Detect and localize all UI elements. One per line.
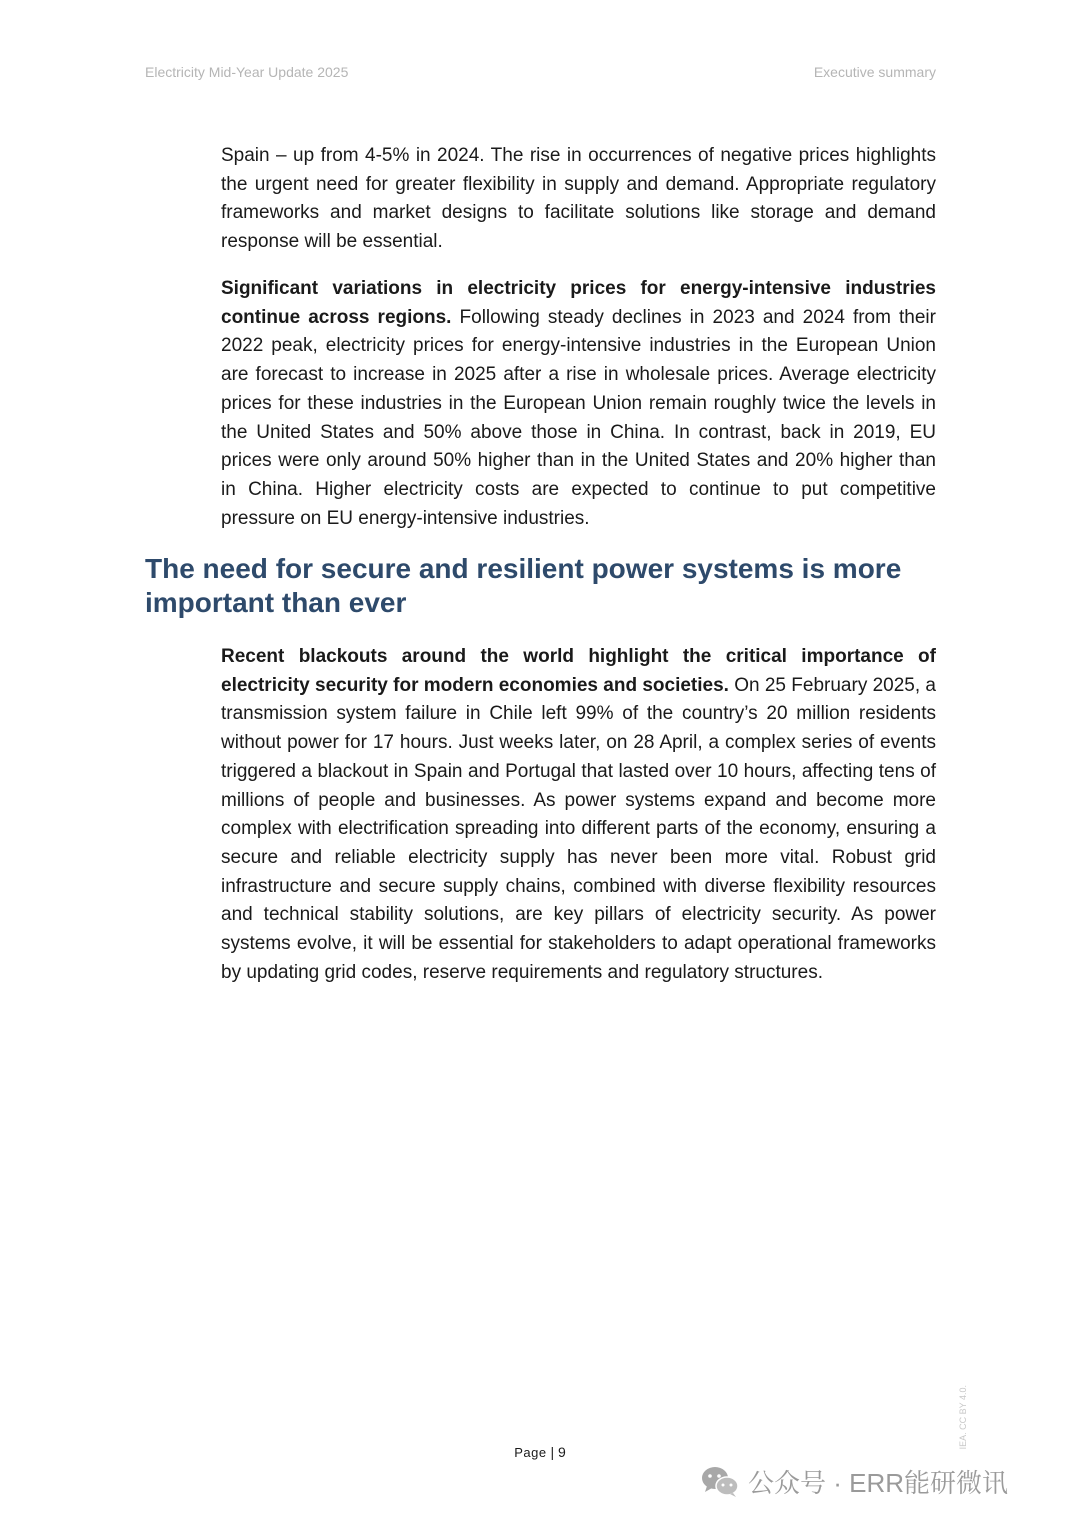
page-label: Page bbox=[514, 1445, 547, 1460]
page-number: 9 bbox=[558, 1444, 566, 1460]
running-header-section: Executive summary bbox=[813, 64, 936, 80]
paragraph-body: Spain – up from 4-5% in 2024. The rise in occurrences of negative prices highlights the urgent need for greater flexibility in supply and demand. Appropriate regulatory frameworks and market designs to facilitate solutions like storage and demand response will be essential. bbox=[221, 145, 936, 253]
wechat-icon bbox=[700, 1465, 740, 1499]
license-note: IEA. CC BY 4.0. bbox=[958, 1385, 968, 1450]
paragraph-negative-prices bbox=[221, 142, 936, 257]
paragraph-blackouts bbox=[221, 643, 936, 987]
watermark-text: 公众号 · ERR能研微讯 bbox=[748, 1468, 1009, 1498]
section-heading: The need for secure and resilient power systems is more important than ever bbox=[145, 553, 902, 618]
paragraph-industry-prices bbox=[221, 275, 936, 533]
paragraph-body: On 25 February 2025, a transmission system failure in Chile left 99% of the country’s 20 million residents without power for 17 hours. Just weeks later, on 28 April, a complex series of events triggered a blackout in Spain and Portugal that lasted over 10 hours, affecting tens of millions of people and businesses. As power systems expand and become more complex with electrification spreading into different parts of the economy, ensuring a secure and reliable electricity supply has never been more vital. Robust grid infrastructure and secure supply chains, combined with diverse flexibility resources and technical stability solutions, are key pillars of electricity security. As power systems evolve, it will be essential for stakeholders to adapt operational frameworks by updating grid codes, reserve requirements and regulatory structures. bbox=[221, 674, 936, 983]
running-header-title: Electricity Mid-Year Update 2025 bbox=[145, 64, 349, 80]
page-footer: Page | 9 bbox=[514, 1444, 566, 1460]
paragraph-lead: Recent blackouts around the world highlight the critical importance of electricity security for modern economies and societies. bbox=[221, 646, 936, 696]
paragraph-body: Following steady declines in 2023 and 2024 from their 2022 peak, electricity prices for energy-intensive industries in the European Union are forecast to increase in 2025 after a rise in wholesale prices. Average electricity prices for these industries in the European Union remain roughly twice the levels in the United States and 50% above those in China. In contrast, back in 2019, EU prices were only around 50% higher than in the United States and 20% higher than in China. Higher electricity costs are expected to continue to put competitive pressure on EU energy-intensive industries. bbox=[221, 306, 936, 529]
paragraph-lead: Significant variations in electricity prices for energy-intensive industries continue across regions. bbox=[221, 278, 936, 328]
wechat-watermark bbox=[700, 1463, 1008, 1500]
